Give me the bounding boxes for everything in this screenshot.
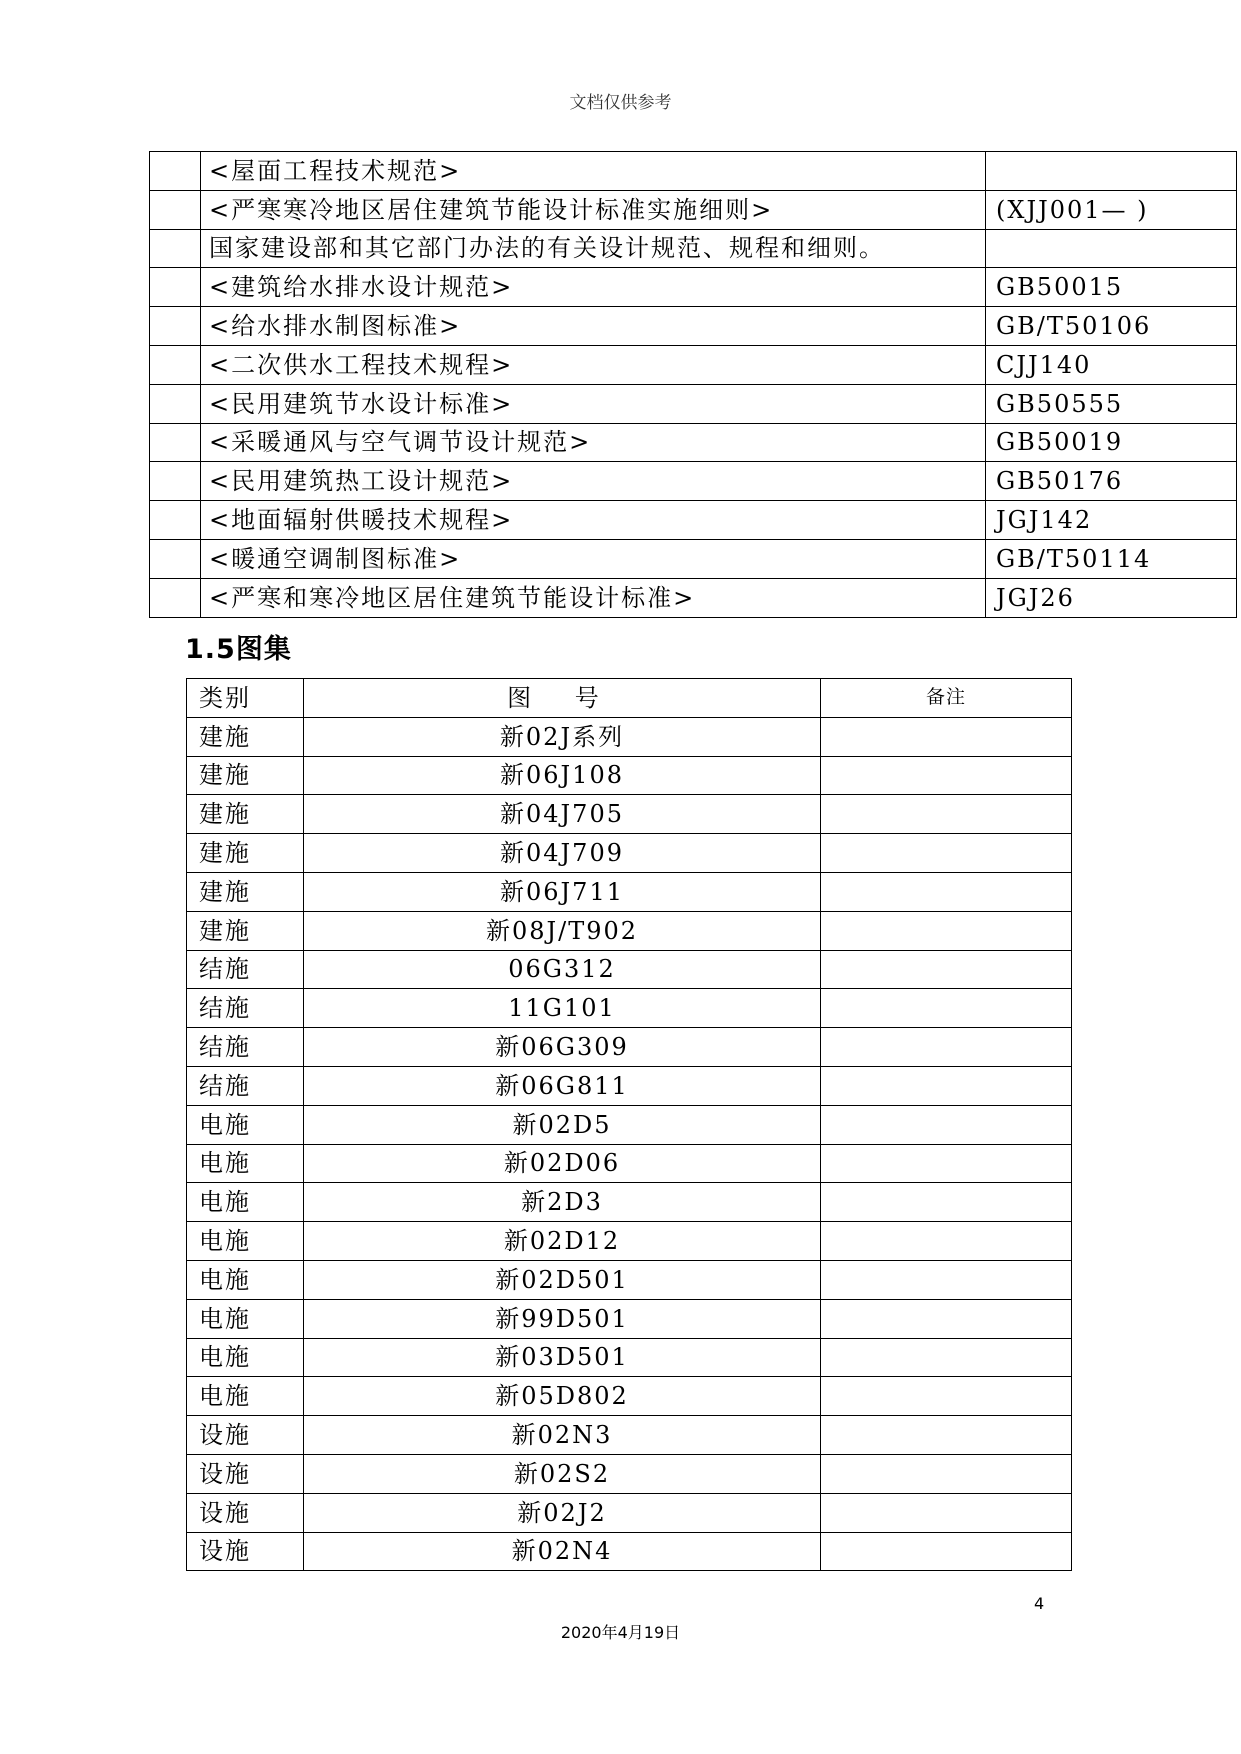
atlas-note-cell [821,1338,1072,1377]
atlas-number-cell: 新02J2 [304,1493,821,1532]
atlas-row [187,717,1072,756]
atlas-note-cell [821,911,1072,950]
standards-code-cell: GB50176 [986,462,1237,501]
atlas-row [187,1144,1072,1183]
atlas-category-cell: 结施 [187,1028,304,1067]
atlas-note-cell [821,1222,1072,1261]
atlas-category-cell: 建施 [187,795,304,834]
standards-row [150,268,1237,307]
atlas-number-cell: 新03D501 [304,1338,821,1377]
atlas-row [187,1028,1072,1067]
standards-code-cell: GB50019 [986,423,1237,462]
atlas-category-cell: 建施 [187,872,304,911]
atlas-number-cell: 新02N3 [304,1416,821,1455]
atlas-note-cell [821,989,1072,1028]
atlas-header-note: 备注 [821,679,1072,718]
atlas-number-cell: 新06G309 [304,1028,821,1067]
standards-row [150,229,1237,268]
standards-name-cell: <地面辐射供暖技术规程> [201,501,986,540]
standards-row [150,384,1237,423]
standards-name-cell: <建筑给水排水设计规范> [201,268,986,307]
atlas-note-cell [821,1532,1072,1571]
atlas-note-cell [821,1144,1072,1183]
atlas-row [187,1260,1072,1299]
atlas-row [187,1066,1072,1105]
standards-index-cell [150,462,201,501]
atlas-category-cell: 电施 [187,1144,304,1183]
atlas-number-cell: 新06J711 [304,872,821,911]
atlas-note-cell [821,1454,1072,1493]
standards-code-cell [986,152,1237,191]
atlas-number-cell: 新99D501 [304,1299,821,1338]
standards-code-cell: (XJJ001— ) [986,190,1237,229]
standards-name-cell: <屋面工程技术规范> [201,152,986,191]
atlas-category-cell: 结施 [187,950,304,989]
standards-index-cell [150,345,201,384]
atlas-row [187,1454,1072,1493]
standards-row [150,578,1237,617]
atlas-note-cell [821,717,1072,756]
standards-code-cell: CJJ140 [986,345,1237,384]
atlas-category-cell: 电施 [187,1377,304,1416]
atlas-note-cell [821,1105,1072,1144]
standards-code-cell [986,229,1237,268]
atlas-row [187,1532,1072,1571]
standards-name-cell: <民用建筑热工设计规范> [201,462,986,501]
section-title: 1.5图集 [185,634,292,665]
atlas-header-row [187,679,1072,718]
atlas-note-cell [821,1028,1072,1067]
page-number: 4 [1034,1594,1045,1613]
standards-index-cell [150,229,201,268]
atlas-row [187,1416,1072,1455]
standards-name-cell: <采暖通风与空气调节设计规范> [201,423,986,462]
atlas-note-cell [821,756,1072,795]
atlas-category-cell: 设施 [187,1454,304,1493]
standards-table-body [150,152,1237,618]
standards-name-cell: <严寒和寒冷地区居住建筑节能设计标准> [201,578,986,617]
atlas-note-cell [821,872,1072,911]
atlas-note-cell [821,795,1072,834]
atlas-row [187,1493,1072,1532]
standards-code-cell: GB/T50114 [986,539,1237,578]
standards-code-cell: JGJ26 [986,578,1237,617]
standards-index-cell [150,384,201,423]
atlas-row [187,1183,1072,1222]
atlas-category-cell: 电施 [187,1222,304,1261]
footer-date: 2020年4月19日 [560,1623,681,1642]
atlas-row [187,834,1072,873]
atlas-number-cell: 新02J系列 [304,717,821,756]
atlas-row [187,950,1072,989]
atlas-category-cell: 建施 [187,911,304,950]
header-note: 文档仅供参考 [569,93,672,113]
standards-row [150,423,1237,462]
standards-name-cell: <严寒寒冷地区居住建筑节能设计标准实施细则> [201,190,986,229]
standards-row [150,501,1237,540]
standards-index-cell [150,578,201,617]
standards-row [150,152,1237,191]
atlas-category-cell: 电施 [187,1338,304,1377]
atlas-number-cell: 新04J705 [304,795,821,834]
standards-code-cell: JGJ142 [986,501,1237,540]
standards-index-cell [150,539,201,578]
atlas-row [187,1338,1072,1377]
atlas-category-cell: 结施 [187,989,304,1028]
atlas-category-cell: 设施 [187,1532,304,1571]
atlas-note-cell [821,1493,1072,1532]
atlas-number-cell: 新02D12 [304,1222,821,1261]
standards-name-cell: <二次供水工程技术规程> [201,345,986,384]
standards-row [150,190,1237,229]
atlas-row [187,872,1072,911]
standards-row [150,539,1237,578]
atlas-row [187,756,1072,795]
atlas-category-cell: 设施 [187,1493,304,1532]
atlas-number-cell: 新02D5 [304,1105,821,1144]
standards-row [150,462,1237,501]
atlas-note-cell [821,1183,1072,1222]
atlas-header-category: 类别 [187,679,304,718]
atlas-row [187,1105,1072,1144]
atlas-category-cell: 建施 [187,834,304,873]
atlas-number-cell: 新02D501 [304,1260,821,1299]
atlas-category-cell: 建施 [187,756,304,795]
atlas-note-cell [821,1260,1072,1299]
atlas-row [187,1222,1072,1261]
atlas-row [187,1299,1072,1338]
atlas-number-cell: 新04J709 [304,834,821,873]
standards-index-cell [150,423,201,462]
atlas-category-cell: 电施 [187,1183,304,1222]
standards-index-cell [150,190,201,229]
atlas-row [187,911,1072,950]
atlas-table [186,678,1072,1571]
atlas-number-cell: 新06J108 [304,756,821,795]
standards-row [150,307,1237,346]
standards-index-cell [150,268,201,307]
atlas-category-cell: 结施 [187,1066,304,1105]
atlas-category-cell: 建施 [187,717,304,756]
standards-name-cell: <民用建筑节水设计标准> [201,384,986,423]
atlas-note-cell [821,950,1072,989]
standards-index-cell [150,501,201,540]
atlas-header-number: 图 号 [304,679,821,718]
atlas-note-cell [821,1416,1072,1455]
atlas-note-cell [821,1299,1072,1338]
atlas-category-cell: 电施 [187,1260,304,1299]
atlas-number-cell: 新02D06 [304,1144,821,1183]
standards-name-cell: <给水排水制图标准> [201,307,986,346]
atlas-number-cell: 11G101 [304,989,821,1028]
atlas-category-cell: 电施 [187,1299,304,1338]
atlas-row [187,989,1072,1028]
standards-code-cell: GB50555 [986,384,1237,423]
standards-table [149,151,1237,618]
standards-code-cell: GB/T50106 [986,307,1237,346]
standards-index-cell [150,307,201,346]
atlas-number-cell: 新05D802 [304,1377,821,1416]
atlas-category-cell: 电施 [187,1105,304,1144]
atlas-row [187,795,1072,834]
standards-name-cell: 国家建设部和其它部门办法的有关设计规范、规程和细则。 [201,229,986,268]
atlas-note-cell [821,1377,1072,1416]
atlas-number-cell: 新02S2 [304,1454,821,1493]
atlas-note-cell [821,834,1072,873]
atlas-number-cell: 新08J/T902 [304,911,821,950]
atlas-category-cell: 设施 [187,1416,304,1455]
standards-name-cell: <暖通空调制图标准> [201,539,986,578]
atlas-row [187,1377,1072,1416]
atlas-number-cell: 新2D3 [304,1183,821,1222]
atlas-note-cell [821,1066,1072,1105]
standards-row [150,345,1237,384]
atlas-number-cell: 新02N4 [304,1532,821,1571]
atlas-number-cell: 新06G811 [304,1066,821,1105]
standards-code-cell: GB50015 [986,268,1237,307]
standards-index-cell [150,152,201,191]
atlas-table-body [187,679,1072,1571]
atlas-number-cell: 06G312 [304,950,821,989]
